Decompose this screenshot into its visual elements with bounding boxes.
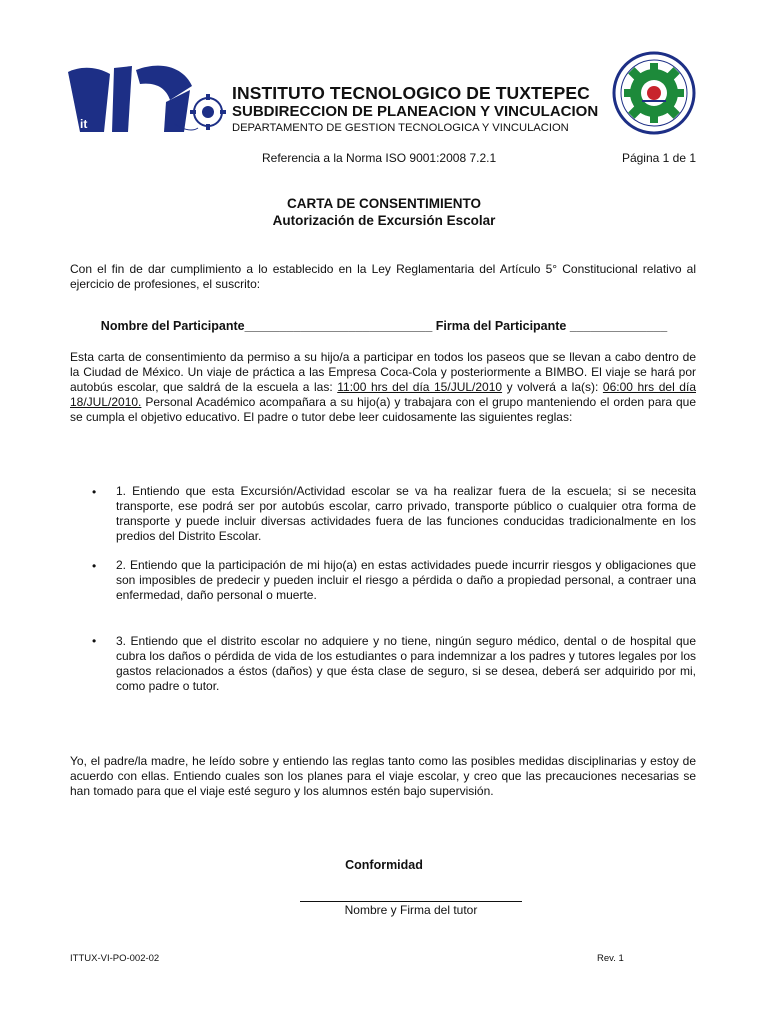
document-subtitle: Autorización de Excursión Escolar xyxy=(272,213,496,228)
rule-item-3: 3. Entiendo que el distrito escolar no adquiere y no tiene, ningún seguro médico, dental o de hospital que cubra los daños o pérdida de vida de los estudiantes o para indemnizar a los padres y tutores legales por los gastos relacionados a éstos (daños) y que ésta clase de seguro, si se desea, deberá ser adquirido por mi, como padre o tutor. xyxy=(116,634,696,693)
subdirection-name: SUBDIRECCION DE PLANEACION Y VINCULACION xyxy=(232,103,599,120)
closing-paragraph: Yo, el padre/la madre, he leído sobre y entiendo las reglas tanto como las posibles medidas disciplinarias y estoy de acuerdo con ellas. Entiendo cuales son los planes para el viaje escolar, y creo que las precauciones necesarias se han tomado para que el viaje esté seguro y los alumnos estén bajo supervisión. xyxy=(70,754,696,798)
participant-name-label: Nombre del Participante xyxy=(100,319,245,333)
rule-item-2: 2. Entiendo que la participación de mi hijo(a) en estas actividades puede incurrir riesgos y obligaciones que son imposibles de predecir y pueden incluir el riesgo a pérdida o daño a propiedad personal, a contraer una enfermedad, daño personal o muerte. xyxy=(116,558,696,602)
intro-paragraph: Con el fin de dar cumplimiento a lo establecido en la Ley Reglamentaria del Artículo 5° Constitucional relativo al ejercicio de profesiones, el suscrito: xyxy=(70,262,696,291)
participant-name-blank: ___________________________ xyxy=(244,319,433,333)
return-time: 06:00 hrs del día 18/JUL/2010. xyxy=(70,380,696,409)
participant-sign-label: Firma del Participante xyxy=(435,319,567,333)
cog-emblem-icon xyxy=(190,94,226,130)
document-code: ITTUX-VI-PO-002-02 xyxy=(70,953,160,964)
participant-sign-blank: ______________ xyxy=(569,319,668,333)
bullet-icon: • xyxy=(92,634,97,648)
institute-name: INSTITUTO TECNOLOGICO DE TUXTEPEC xyxy=(232,83,590,103)
consent-text-3: Personal Académico acompañara a su hijo(a) y trabajara con el grupo manteniendo el orden para que se cumpla el objetivo educativo. El padre o tutor debe leer cuidosamente las siguientes reglas: xyxy=(70,395,696,424)
iso-reference: Referencia a la Norma ISO 9001:2008 7.2.1 xyxy=(262,151,497,165)
bullet-icon: • xyxy=(92,559,97,573)
participant-signature-line xyxy=(0,319,768,333)
bullet-icon: • xyxy=(92,485,97,499)
consent-paragraph xyxy=(70,350,696,425)
department-name: DEPARTAMENTO DE GESTION TECNOLOGICA Y VINCULACION xyxy=(232,122,569,134)
document-title: CARTA DE CONSENTIMIENTO xyxy=(286,196,481,211)
tutor-signature-caption: Nombre y Firma del tutor xyxy=(344,903,478,917)
rule-item-1: 1. Entiendo que esta Excursión/Actividad escolar se va ha realizar fuera de la escuela; si se necesita transporte, ese podrá ser por autobús escolar, carro privado, transporte público o cualquier otra forma de transporte y puede incluir diversas actividades fuera de las funciones conducidas tradicionalmente en los predios del Distrito Escolar. xyxy=(116,484,696,543)
institute-seal-icon xyxy=(612,51,696,135)
revision-number: Rev. 1 xyxy=(597,953,624,964)
page-number: Página 1 de 1 xyxy=(621,151,696,165)
logo-mark-text: it xyxy=(80,117,88,131)
consent-text-1: Esta carta de consentimiento da permiso a su hijo/a a participar en todos los paseos que se llevan a cabo dentro de la Ciudad de México. Un viaje de práctica a las Empresa Coca-Cola y posteriormente a BIMBO. El viaje se hará por autobús escolar, que saldrá de la escuela a las: xyxy=(70,350,696,394)
conformity-heading: Conformidad xyxy=(345,858,423,872)
consent-text-2: y volverá a la(s): xyxy=(502,380,603,394)
tutor-signature-rule xyxy=(300,901,522,902)
departure-time: 11:00 hrs del día 15/JUL/2010 xyxy=(337,380,503,394)
tecnologico-logo xyxy=(66,62,228,138)
